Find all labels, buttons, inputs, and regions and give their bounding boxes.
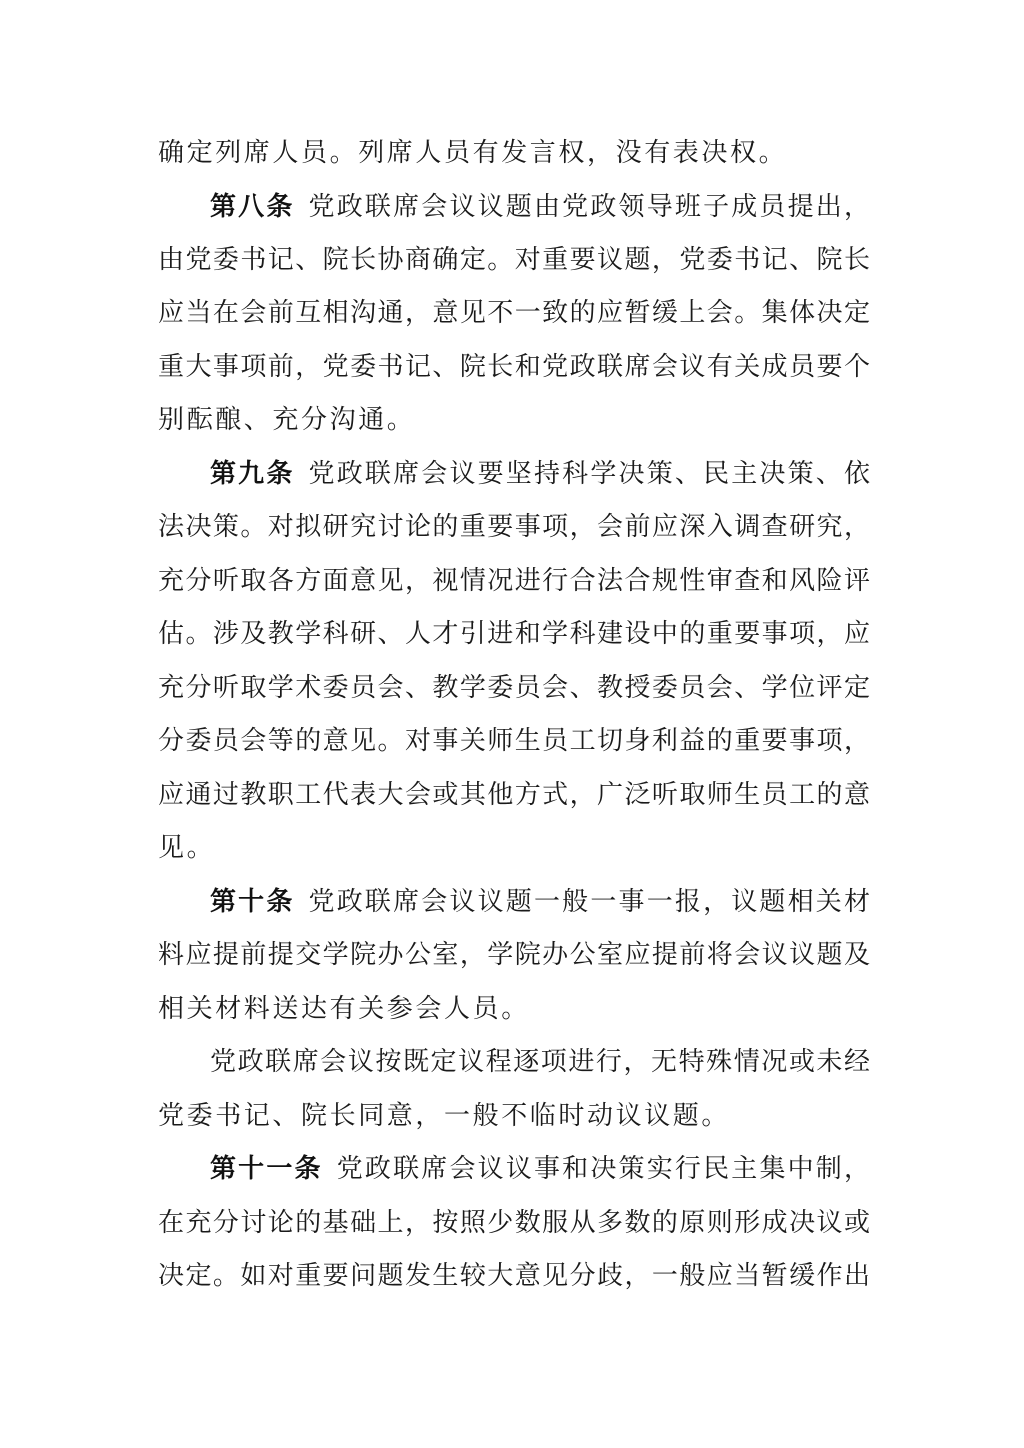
text-line: 党政联席会议议题一般一事一报，议题相关材 [308, 887, 870, 917]
article-8-heading: 第八条 [210, 192, 295, 222]
text-line: 应通过教职工代表大会或其他方式，广泛听取师生员工的意 [158, 780, 870, 810]
text-line: 分委员会等的意见。对事关师生员工切身利益的重要事项， [158, 726, 870, 756]
article-10-line [210, 875, 870, 929]
article-11-heading: 第十一条 [210, 1154, 323, 1184]
text-line: 党政联席会议议事和决策实行民主集中制， [336, 1154, 870, 1184]
text-line: 确定列席人员。列席人员有发言权，没有表决权。 [158, 138, 788, 168]
text-line: 料应提前提交学院办公室，学院办公室应提前将会议议题及 [158, 940, 870, 970]
text-line: 法决策。对拟研究讨论的重要事项，会前应深入调查研究， [158, 512, 870, 542]
article-8-line [210, 180, 870, 234]
text-line: 相关材料送达有关参会人员。 [158, 994, 530, 1024]
text-line: 党政联席会议要坚持科学决策、民主决策、依 [308, 459, 870, 489]
text-line: 决定。如对重要问题发生较大意见分歧，一般应当暂缓作出 [158, 1261, 870, 1291]
text-line: 估。涉及教学科研、人才引进和学科建设中的重要事项，应 [158, 619, 870, 649]
text-line: 见。 [158, 833, 216, 863]
text-line: 应当在会前互相沟通，意见不一致的应暂缓上会。集体决定 [158, 298, 870, 328]
text-line: 别酝酿、充分沟通。 [158, 405, 416, 435]
text-line: 充分听取各方面意见，视情况进行合法合规性审查和风险评 [158, 566, 870, 596]
article-9-heading: 第九条 [210, 459, 295, 489]
text-line: 在充分讨论的基础上，按照少数服从多数的原则形成决议或 [158, 1208, 870, 1238]
text-line: 重大事项前，党委书记、院长和党政联席会议有关成员要个 [158, 352, 870, 382]
text-line: 由党委书记、院长协商确定。对重要议题，党委书记、院长 [158, 245, 870, 275]
article-10-heading: 第十条 [210, 887, 295, 917]
text-line: 党委书记、院长同意，一般不临时动议议题。 [158, 1101, 731, 1131]
article-9-line [210, 447, 870, 501]
text-line: 党政联席会议按既定议程逐项进行，无特殊情况或未经 [210, 1047, 870, 1077]
text-line: 充分听取学术委员会、教学委员会、教授委员会、学位评定 [158, 673, 870, 703]
article-11-line [210, 1142, 870, 1196]
text-line: 党政联席会议议题由党政领导班子成员提出， [308, 192, 870, 222]
